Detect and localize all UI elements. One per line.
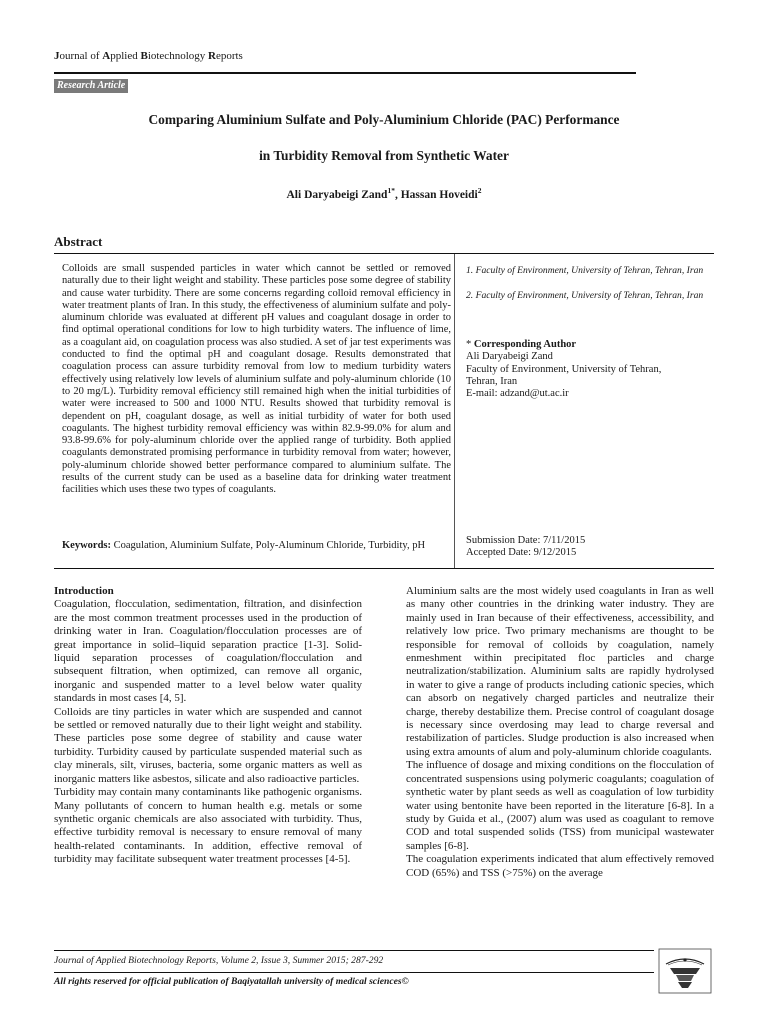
keywords-label: Keywords: <box>62 540 111 551</box>
author-list <box>60 186 708 201</box>
title-line-2: in Turbidity Removal from Synthetic Water <box>259 148 509 163</box>
body-paragraph: The influence of dosage and mixing conditions on the flocculation of concentrated suspensions using polymeric coagulants; coagulation of synthetic water by plant seeds as well as coagulation of low turbidity water using bentonite have been reported in the literature [6-8]. In a study by Guida et al., (2007) alum was used as coagulant to remove COD and total suspended solids (TSS) from municipal wastewater samples [6-8]. <box>406 759 714 852</box>
journal-initial-r: R <box>208 50 216 62</box>
affiliation-1: 1. Faculty of Environment, University of Tehran, Tehran, Iran <box>466 265 704 276</box>
copyright-symbol: © <box>401 976 409 987</box>
corresponding-author-email: E-mail: adzand@ut.ac.ir <box>466 388 569 400</box>
author-affiliation-mark: 1* <box>387 186 395 195</box>
introduction-heading: Introduction <box>54 585 114 597</box>
corresponding-author-label: Corresponding Author <box>473 339 577 350</box>
journal-initial-b: B <box>140 50 148 62</box>
copyright-divider <box>54 972 654 973</box>
corresponding-author-block <box>466 339 710 400</box>
body-paragraph: Coagulation, flocculation, sedimentation, filtration, and disinfection are the most common treatment processes used in the production of drinking water in Iran. Coagulation/flocculation processes are of great importance in solid–liquid separation practice [1-3]. Solid-liquid separation processes of coagulation/flocculation and subsequent filtration, when optimized, can remove all organic, inorganic and suspended matter to a level below water quality standards in most cases [4, 5]. <box>54 598 362 705</box>
copyright-text: All rights reserved for official publication of Baqiyatallah university of medical sciences <box>54 976 402 987</box>
corresponding-author-faculty: Faculty of Environment, University of Tehran, <box>466 363 662 375</box>
keywords-list: Coagulation, Aluminium Sulfate, Poly-Aluminum Chloride, Turbidity, pH <box>113 540 426 551</box>
corresponding-author-heading <box>466 339 710 351</box>
author-affiliation-mark: 2 <box>477 186 482 195</box>
copyright-notice <box>54 976 409 987</box>
asterisk-mark: * <box>466 339 474 350</box>
abstract-heading: Abstract <box>54 234 103 249</box>
journal-initial-a: A <box>102 50 111 62</box>
dates-block <box>466 535 710 560</box>
accepted-date: Accepted Date: 9/12/2015 <box>466 547 577 559</box>
header-divider <box>54 72 636 74</box>
body-paragraph: Aluminium salts are the most widely used coagulants in Iran as well as many other countries in the drinking water industry. They are mainly used in Iran because of their effectiveness, accessibility, and relatively low price. Two primary mechanisms are thought to be responsible for removal of colloids by coagulation, namely enmeshment within precipitated floc particles and charge neutralization/stabilization. Aluminium salts are rapidly hydrolysed in water to give a range of products including cationic species, which can absorb on negatively charged particles and neutralize their charge, thereby destabilize them. Precise control of coagulant dosage is necessary since overdosing may lead to charge reversal and restabilization of particles. Sludge production is also increased when using extra amounts of alum and poly-aluminum chloride coagulants. <box>406 585 714 758</box>
corresponding-author-name: Ali Daryabeigi Zand <box>466 351 553 363</box>
journal-word-part: pplied <box>110 50 141 62</box>
title-line-1: Comparing Aluminium Sulfate and Poly-Aluminium Chloride (PAC) Performance <box>148 112 620 127</box>
keywords <box>62 540 451 552</box>
journal-name <box>54 50 243 62</box>
journal-word-part: iotechnology <box>147 50 208 62</box>
body-column-left <box>54 585 362 867</box>
journal-initial-j: J <box>54 50 60 62</box>
body-paragraph: Colloids are tiny particles in water which are suspended and cannot be settled or removed naturally due to their light weight and stability. These particles pose some degree of stability and cause water turbidity. Turbidity caused by particulate suspended material such as clay minerals, silt, viruses, bacteria, some organic matters as well as inorganic matters like asbestos, silicate and also radioactive particles. <box>54 705 362 785</box>
article-type-badge: Research Article <box>54 79 128 93</box>
footer-divider <box>54 950 654 951</box>
journal-citation: Journal of Applied Biotechnology Reports, Volume 2, Issue 3, Summer 2015; 287-292 <box>54 955 384 966</box>
submission-date: Submission Date: 7/11/2015 <box>466 535 586 546</box>
author-separator: , <box>394 188 401 201</box>
body-paragraph: The coagulation experiments indicated that alum effectively removed COD (65%) and TSS (>75%) on the average <box>406 853 714 879</box>
journal-word-part: eports <box>215 50 243 62</box>
abstract-text: Colloids are small suspended particles in water which cannot be settled or removed naturally due to their light weight and stability. These particles pose some degree of stability and cause water turbidity. There are some concerns regarding colloid removal efficiency in water treatment plants of Iran. In this study, the effectiveness of aluminium sulfate and poly-aluminum chloride was evaluated at different pH values and coagulant dosage in order to find optimal operational conditions for low to high turbidity waters. The influence of lime, as a coagulant aid, on coagulation process was also studied. A set of jar test experiments was conducted to find the optimal pH and coagulant dosage. Results demonstrated that coagulation process can assure turbidity removal from low to medium turbidity waters effectively using relatively low levels of aluminium sulfate and poly-aluminum chloride (10 to 20 mg/L). Turbidity removal efficiency still remained high when the initial turbidities of water were increased to 500 and 1000 NTU. Results showed that turbidity removal is dependent on pH, coagulant dosage, as well as initial turbidity of water for both used coagulants. The highest turbidity removal efficiency was within 82.9-99.0% for alum and 93.8-99.6% for poly-aluminum chloride over the applied range of turbidity. Both applied coagulants demonstrated promising performance in turbidity removal from water; however, poly-aluminum chloride showed better performance compared to aluminium sulfate. The results of the current study can be used as a baseline data for drinking water treatment facilities which uses these two types of coagulants. <box>62 263 451 496</box>
body-column-right <box>406 585 714 880</box>
abstract-bottom-divider <box>54 568 714 569</box>
author-name: Hassan Hoveidi <box>400 188 478 201</box>
author-name: Ali Daryabeigi Zand <box>286 188 388 201</box>
university-logo-icon <box>658 948 712 994</box>
corresponding-author-city: Tehran, Iran <box>466 375 518 387</box>
affiliation-2: 2. Faculty of Environment, University of Tehran, Tehran, Iran <box>466 290 704 301</box>
journal-word-part: ournal of <box>59 50 103 62</box>
body-paragraph: Turbidity may contain many contaminants like pathogenic organisms. Many pollutants of concern to human health e.g. metals or some synthetic organic chemicals are also associated with turbidity. Thus, effective turbidity removal is necessary to ensure removal of many health-related contaminants. In addition, effective removal of turbidity may facilitate subsequent water treatment processes [4-5]. <box>54 786 362 866</box>
